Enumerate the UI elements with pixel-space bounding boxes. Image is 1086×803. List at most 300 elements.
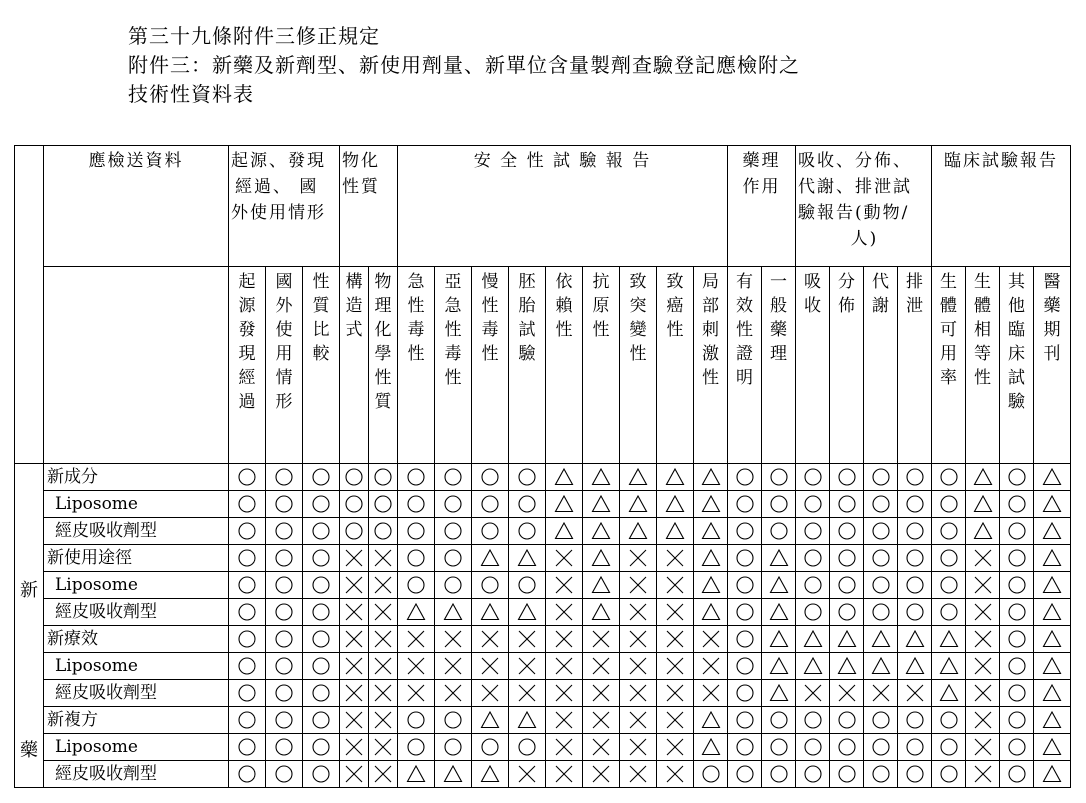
cross-mark-icon xyxy=(973,764,993,784)
circle-mark-icon xyxy=(517,494,537,514)
circle-mark-icon xyxy=(517,467,537,487)
row-label: 經皮吸收劑型 xyxy=(44,761,229,788)
mark-cell xyxy=(472,599,509,626)
mark-cell xyxy=(472,518,509,545)
cross-mark-icon xyxy=(554,764,574,784)
circle-mark-icon xyxy=(344,494,364,514)
circle-mark-icon xyxy=(406,575,426,595)
cross-mark-icon xyxy=(554,683,574,703)
column-header-22: 生 體 相 等 性 xyxy=(966,267,1000,464)
mark-cell xyxy=(1000,626,1034,653)
cross-mark-icon xyxy=(443,683,463,703)
circle-mark-icon xyxy=(803,737,823,757)
mark-cell xyxy=(472,491,509,518)
mark-cell xyxy=(583,734,620,761)
mark-cell xyxy=(369,626,398,653)
column-header-16: 一 般 藥 理 xyxy=(762,267,796,464)
circle-mark-icon xyxy=(735,467,755,487)
circle-mark-icon xyxy=(1007,764,1027,784)
circle-mark-icon xyxy=(406,548,426,568)
mark-cell xyxy=(398,707,435,734)
mark-cell xyxy=(435,464,472,491)
cross-mark-icon xyxy=(591,656,611,676)
mark-cell xyxy=(1034,599,1071,626)
mark-cell xyxy=(620,491,657,518)
mark-cell xyxy=(657,599,694,626)
mark-cell xyxy=(932,626,966,653)
mark-cell xyxy=(229,626,266,653)
circle-mark-icon xyxy=(871,575,891,595)
cross-mark-icon xyxy=(628,575,648,595)
mark-cell xyxy=(1034,545,1071,572)
mark-cell xyxy=(1034,707,1071,734)
cross-mark-icon xyxy=(480,683,500,703)
mark-cell xyxy=(657,761,694,788)
mark-cell xyxy=(762,545,796,572)
mark-cell xyxy=(435,761,472,788)
circle-mark-icon xyxy=(1007,710,1027,730)
triangle-mark-icon xyxy=(769,548,789,568)
mark-cell xyxy=(966,653,1000,680)
circle-mark-icon xyxy=(905,467,925,487)
mark-cell xyxy=(657,518,694,545)
mark-cell xyxy=(266,680,303,707)
cross-mark-icon xyxy=(591,764,611,784)
mark-cell xyxy=(509,572,546,599)
row-label: Liposome xyxy=(44,572,229,599)
mark-cell xyxy=(509,653,546,680)
cross-mark-icon xyxy=(344,629,364,649)
side-header-cell xyxy=(15,146,44,464)
mark-cell xyxy=(266,734,303,761)
mark-cell xyxy=(728,734,762,761)
cross-mark-icon xyxy=(344,575,364,595)
mark-cell xyxy=(340,761,369,788)
mark-cell xyxy=(966,626,1000,653)
mark-cell xyxy=(932,734,966,761)
mark-cell xyxy=(229,734,266,761)
circle-mark-icon xyxy=(701,764,721,784)
mark-cell xyxy=(728,680,762,707)
mark-cell xyxy=(340,491,369,518)
cross-mark-icon xyxy=(406,629,426,649)
mark-cell xyxy=(340,464,369,491)
mark-cell xyxy=(966,707,1000,734)
mark-cell xyxy=(266,626,303,653)
circle-mark-icon xyxy=(406,521,426,541)
mark-cell xyxy=(694,518,728,545)
mark-cell xyxy=(898,734,932,761)
circle-mark-icon xyxy=(803,494,823,514)
triangle-mark-icon xyxy=(517,710,537,730)
mark-cell xyxy=(898,599,932,626)
mark-cell xyxy=(830,734,864,761)
cross-mark-icon xyxy=(344,710,364,730)
group-adme: 吸收、分佈、 代謝、排泄試 驗報告(動物/ 人) xyxy=(796,146,932,267)
circle-mark-icon xyxy=(311,629,331,649)
cross-mark-icon xyxy=(665,737,685,757)
circle-mark-icon xyxy=(871,602,891,622)
mark-cell xyxy=(694,761,728,788)
mark-cell xyxy=(694,680,728,707)
triangle-mark-icon xyxy=(701,494,721,514)
mark-cell xyxy=(762,734,796,761)
circle-mark-icon xyxy=(769,494,789,514)
mark-cell xyxy=(1034,734,1071,761)
triangle-mark-icon xyxy=(1042,629,1062,649)
cross-mark-icon xyxy=(973,629,993,649)
mark-cell xyxy=(369,518,398,545)
mark-cell xyxy=(796,761,830,788)
circle-mark-icon xyxy=(311,494,331,514)
circle-mark-icon xyxy=(939,548,959,568)
triangle-mark-icon xyxy=(480,764,500,784)
circle-mark-icon xyxy=(871,737,891,757)
circle-mark-icon xyxy=(939,602,959,622)
mark-cell xyxy=(898,572,932,599)
circle-mark-icon xyxy=(237,710,257,730)
cross-mark-icon xyxy=(480,629,500,649)
circle-mark-icon xyxy=(1007,629,1027,649)
mark-cell xyxy=(657,734,694,761)
mark-cell xyxy=(762,626,796,653)
heading-line-3: 技術性資料表 xyxy=(128,82,254,106)
circle-mark-icon xyxy=(871,548,891,568)
mark-cell xyxy=(864,761,898,788)
mark-cell xyxy=(728,707,762,734)
mark-cell xyxy=(728,572,762,599)
mark-cell xyxy=(398,734,435,761)
mark-cell xyxy=(1000,518,1034,545)
cross-mark-icon xyxy=(973,575,993,595)
side-label xyxy=(15,464,44,788)
cross-mark-icon xyxy=(871,683,891,703)
triangle-mark-icon xyxy=(701,575,721,595)
mark-cell xyxy=(620,680,657,707)
circle-mark-icon xyxy=(311,737,331,757)
mark-cell xyxy=(229,653,266,680)
mark-cell xyxy=(435,653,472,680)
mark-cell xyxy=(266,572,303,599)
cross-mark-icon xyxy=(701,683,721,703)
mark-cell xyxy=(472,464,509,491)
triangle-mark-icon xyxy=(480,602,500,622)
mark-cell xyxy=(932,707,966,734)
mark-cell xyxy=(762,464,796,491)
cross-mark-icon xyxy=(344,737,364,757)
mark-cell xyxy=(620,545,657,572)
row-label: 經皮吸收劑型 xyxy=(44,680,229,707)
table-row xyxy=(15,680,1071,707)
mark-cell xyxy=(830,545,864,572)
cross-mark-icon xyxy=(701,629,721,649)
mark-cell xyxy=(398,464,435,491)
circle-mark-icon xyxy=(735,602,755,622)
row-label: 經皮吸收劑型 xyxy=(44,599,229,626)
column-header-5: 物 理 化 學 性 質 xyxy=(369,267,398,464)
mark-cell xyxy=(435,491,472,518)
mark-cell xyxy=(583,680,620,707)
cross-mark-icon xyxy=(373,683,393,703)
mark-cell xyxy=(864,680,898,707)
mark-cell xyxy=(830,680,864,707)
triangle-mark-icon xyxy=(701,521,721,541)
circle-mark-icon xyxy=(1007,467,1027,487)
circle-mark-icon xyxy=(803,575,823,595)
mark-cell xyxy=(694,707,728,734)
cross-mark-icon xyxy=(373,764,393,784)
circle-mark-icon xyxy=(311,710,331,730)
mark-cell xyxy=(229,572,266,599)
circle-mark-icon xyxy=(735,764,755,784)
mark-cell xyxy=(369,653,398,680)
mark-cell xyxy=(1000,545,1034,572)
mark-cell xyxy=(796,680,830,707)
circle-mark-icon xyxy=(803,521,823,541)
mark-cell xyxy=(1000,599,1034,626)
mark-cell xyxy=(583,599,620,626)
mark-cell xyxy=(435,545,472,572)
mark-cell xyxy=(546,545,583,572)
table-row xyxy=(15,626,1071,653)
circle-mark-icon xyxy=(871,467,891,487)
mark-cell xyxy=(620,734,657,761)
circle-mark-icon xyxy=(311,656,331,676)
mark-cell xyxy=(303,680,340,707)
cross-mark-icon xyxy=(344,764,364,784)
mark-cell xyxy=(472,680,509,707)
mark-cell xyxy=(966,599,1000,626)
cross-mark-icon xyxy=(973,683,993,703)
mark-cell xyxy=(796,626,830,653)
mark-cell xyxy=(728,626,762,653)
cross-mark-icon xyxy=(628,602,648,622)
mark-cell xyxy=(1000,572,1034,599)
cross-mark-icon xyxy=(591,737,611,757)
circle-mark-icon xyxy=(237,764,257,784)
cross-mark-icon xyxy=(803,683,823,703)
circle-mark-icon xyxy=(311,683,331,703)
mark-cell xyxy=(266,707,303,734)
mark-cell xyxy=(864,518,898,545)
triangle-mark-icon xyxy=(443,764,463,784)
cross-mark-icon xyxy=(554,602,574,622)
circle-mark-icon xyxy=(237,683,257,703)
circle-mark-icon xyxy=(480,521,500,541)
triangle-mark-icon xyxy=(769,683,789,703)
triangle-mark-icon xyxy=(665,521,685,541)
column-header-7: 亞 急 性 毒 性 xyxy=(435,267,472,464)
cross-mark-icon xyxy=(665,575,685,595)
mark-cell xyxy=(509,626,546,653)
circle-mark-icon xyxy=(311,764,331,784)
mark-cell xyxy=(1000,653,1034,680)
circle-mark-icon xyxy=(373,494,393,514)
mark-cell xyxy=(435,680,472,707)
mark-cell xyxy=(340,599,369,626)
mark-cell xyxy=(509,707,546,734)
circle-mark-icon xyxy=(735,494,755,514)
mark-cell xyxy=(583,545,620,572)
cross-mark-icon xyxy=(701,656,721,676)
circle-mark-icon xyxy=(1007,737,1027,757)
circle-mark-icon xyxy=(406,494,426,514)
triangle-mark-icon xyxy=(973,467,993,487)
mark-cell xyxy=(864,545,898,572)
mark-cell xyxy=(546,572,583,599)
mark-cell xyxy=(694,545,728,572)
mark-cell xyxy=(1000,680,1034,707)
mark-cell xyxy=(796,464,830,491)
circle-mark-icon xyxy=(735,656,755,676)
table-row xyxy=(15,491,1071,518)
cross-mark-icon xyxy=(973,710,993,730)
mark-cell xyxy=(546,491,583,518)
mark-cell xyxy=(657,491,694,518)
triangle-mark-icon xyxy=(554,467,574,487)
triangle-mark-icon xyxy=(1042,494,1062,514)
triangle-mark-icon xyxy=(769,656,789,676)
mark-cell xyxy=(369,599,398,626)
mark-cell xyxy=(583,707,620,734)
circle-mark-icon xyxy=(274,656,294,676)
circle-mark-icon xyxy=(769,521,789,541)
circle-mark-icon xyxy=(237,467,257,487)
cross-mark-icon xyxy=(665,764,685,784)
mark-cell xyxy=(898,680,932,707)
circle-mark-icon xyxy=(769,710,789,730)
circle-mark-icon xyxy=(735,629,755,649)
cross-mark-icon xyxy=(373,737,393,757)
mark-cell xyxy=(694,599,728,626)
triangle-mark-icon xyxy=(701,467,721,487)
mark-cell xyxy=(398,626,435,653)
mark-cell xyxy=(1034,761,1071,788)
triangle-mark-icon xyxy=(769,629,789,649)
cross-mark-icon xyxy=(344,602,364,622)
circle-mark-icon xyxy=(311,467,331,487)
cross-mark-icon xyxy=(973,602,993,622)
triangle-mark-icon xyxy=(939,629,959,649)
circle-mark-icon xyxy=(939,494,959,514)
circle-mark-icon xyxy=(939,764,959,784)
mark-cell xyxy=(620,464,657,491)
table-row xyxy=(15,599,1071,626)
cross-mark-icon xyxy=(344,656,364,676)
cross-mark-icon xyxy=(554,575,574,595)
cross-mark-icon xyxy=(665,602,685,622)
mark-cell xyxy=(266,518,303,545)
triangle-mark-icon xyxy=(1042,602,1062,622)
row-label: 新療效 xyxy=(44,626,229,653)
triangle-mark-icon xyxy=(591,467,611,487)
circle-mark-icon xyxy=(939,521,959,541)
triangle-mark-icon xyxy=(701,602,721,622)
mark-cell xyxy=(303,761,340,788)
mark-cell xyxy=(932,572,966,599)
column-header-23: 其 他 臨 床 試 驗 xyxy=(1000,267,1034,464)
cross-mark-icon xyxy=(344,548,364,568)
circle-mark-icon xyxy=(274,764,294,784)
mark-cell xyxy=(762,707,796,734)
mark-cell xyxy=(796,572,830,599)
mark-cell xyxy=(932,599,966,626)
mark-cell xyxy=(303,572,340,599)
mark-cell xyxy=(303,464,340,491)
table-row xyxy=(15,707,1071,734)
circle-mark-icon xyxy=(480,575,500,595)
mark-cell xyxy=(509,491,546,518)
mark-cell xyxy=(762,518,796,545)
heading-line-2: 附件三：新藥及新劑型、新使用劑量、新單位含量製劑查驗登記應檢附之 xyxy=(128,53,800,77)
mark-cell xyxy=(546,707,583,734)
circle-mark-icon xyxy=(311,548,331,568)
table-row xyxy=(15,653,1071,680)
table-row xyxy=(15,464,1071,491)
cross-mark-icon xyxy=(973,548,993,568)
triangle-mark-icon xyxy=(480,548,500,568)
triangle-mark-icon xyxy=(480,710,500,730)
triangle-mark-icon xyxy=(905,629,925,649)
circle-mark-icon xyxy=(237,494,257,514)
cross-mark-icon xyxy=(373,629,393,649)
triangle-mark-icon xyxy=(665,494,685,514)
mark-cell xyxy=(762,761,796,788)
mark-cell xyxy=(266,545,303,572)
circle-mark-icon xyxy=(871,710,891,730)
column-header-24: 醫 藥 期 刊 xyxy=(1034,267,1071,464)
cross-mark-icon xyxy=(406,683,426,703)
mark-cell xyxy=(435,599,472,626)
mark-cell xyxy=(728,545,762,572)
cross-mark-icon xyxy=(554,629,574,649)
mark-cell xyxy=(229,464,266,491)
mark-cell xyxy=(728,653,762,680)
circle-mark-icon xyxy=(443,494,463,514)
mark-cell xyxy=(796,491,830,518)
circle-mark-icon xyxy=(443,548,463,568)
mark-cell xyxy=(932,464,966,491)
mark-cell xyxy=(694,491,728,518)
circle-mark-icon xyxy=(735,575,755,595)
mark-cell xyxy=(546,518,583,545)
circle-mark-icon xyxy=(406,737,426,757)
triangle-mark-icon xyxy=(628,467,648,487)
table-row xyxy=(15,572,1071,599)
mark-cell xyxy=(1034,464,1071,491)
mark-cell xyxy=(620,599,657,626)
cross-mark-icon xyxy=(591,629,611,649)
mark-cell xyxy=(762,572,796,599)
column-header-2: 國 外 使 用 情 形 xyxy=(266,267,303,464)
mark-cell xyxy=(932,761,966,788)
column-header-13: 致 癌 性 xyxy=(657,267,694,464)
circle-mark-icon xyxy=(769,764,789,784)
mark-cell xyxy=(830,626,864,653)
mark-cell xyxy=(303,545,340,572)
column-header-14: 局 部 刺 激 性 xyxy=(694,267,728,464)
triangle-mark-icon xyxy=(837,656,857,676)
mark-cell xyxy=(583,572,620,599)
mark-cell xyxy=(472,653,509,680)
circle-mark-icon xyxy=(311,602,331,622)
mark-cell xyxy=(340,572,369,599)
circle-mark-icon xyxy=(905,764,925,784)
mark-cell xyxy=(728,599,762,626)
mark-cell xyxy=(266,464,303,491)
cross-mark-icon xyxy=(973,737,993,757)
column-header-10: 依 賴 性 xyxy=(546,267,583,464)
